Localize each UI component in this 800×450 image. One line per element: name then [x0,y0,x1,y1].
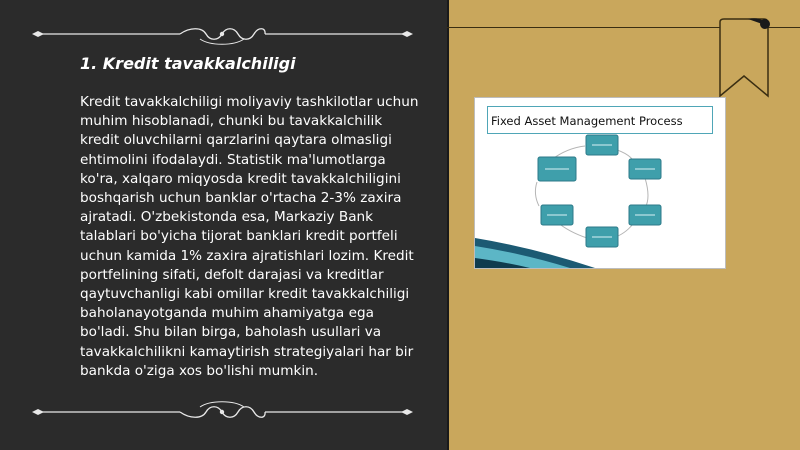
slide-title: 1. Kredit tavakkalchiligi [80,54,296,73]
panel-divider [447,0,449,450]
process-node-lower-right [629,205,661,225]
bookmark-ribbon-icon [718,18,770,98]
process-node-left [538,157,576,181]
process-node-lower-left [541,205,573,225]
top-flourish-icon [30,26,415,48]
bottom-flourish-icon [30,398,415,420]
process-node-upper-right [629,159,661,179]
diagram-title: Fixed Asset Management Process [487,106,713,134]
slide-body-text: Kredit tavakkalchiligi moliyaviy tashkilotlar uchun muhim hisoblanadi, chunki bu tavakkalchilik kredit oluvchilarni qarzlarini qaytara olmasligi ehtimolini ifodalaydi. Statistik ma'lumotlarga ko'ra, xalqaro miqyosda kredit tavakkalchiligini boshqarish uchun banklar o'rtacha 2-3% zaxira ajratadi. O'zbekistonda esa, Markaziy Bank talablari bo'yicha tijorat banklari kredit portfeli uchun kamida 1% zaxira ajratishlari lozim. Kredit portfelining sifati, defolt darajasi va kreditlar qaytuvchanligi kabi omillar kredit tavakkalchiligi baholanayotganda muhim ahamiyatga ega bo'ladi. Shu bilan birga, baholash usullari va tavakkalchilikni kamaytirish strategiyalari har bir bankda o'ziga xos bo'lishi mumkin. [80,94,419,379]
process-node-bottom [586,227,618,247]
process-node-top [586,135,618,155]
process-diagram-image [474,97,726,269]
